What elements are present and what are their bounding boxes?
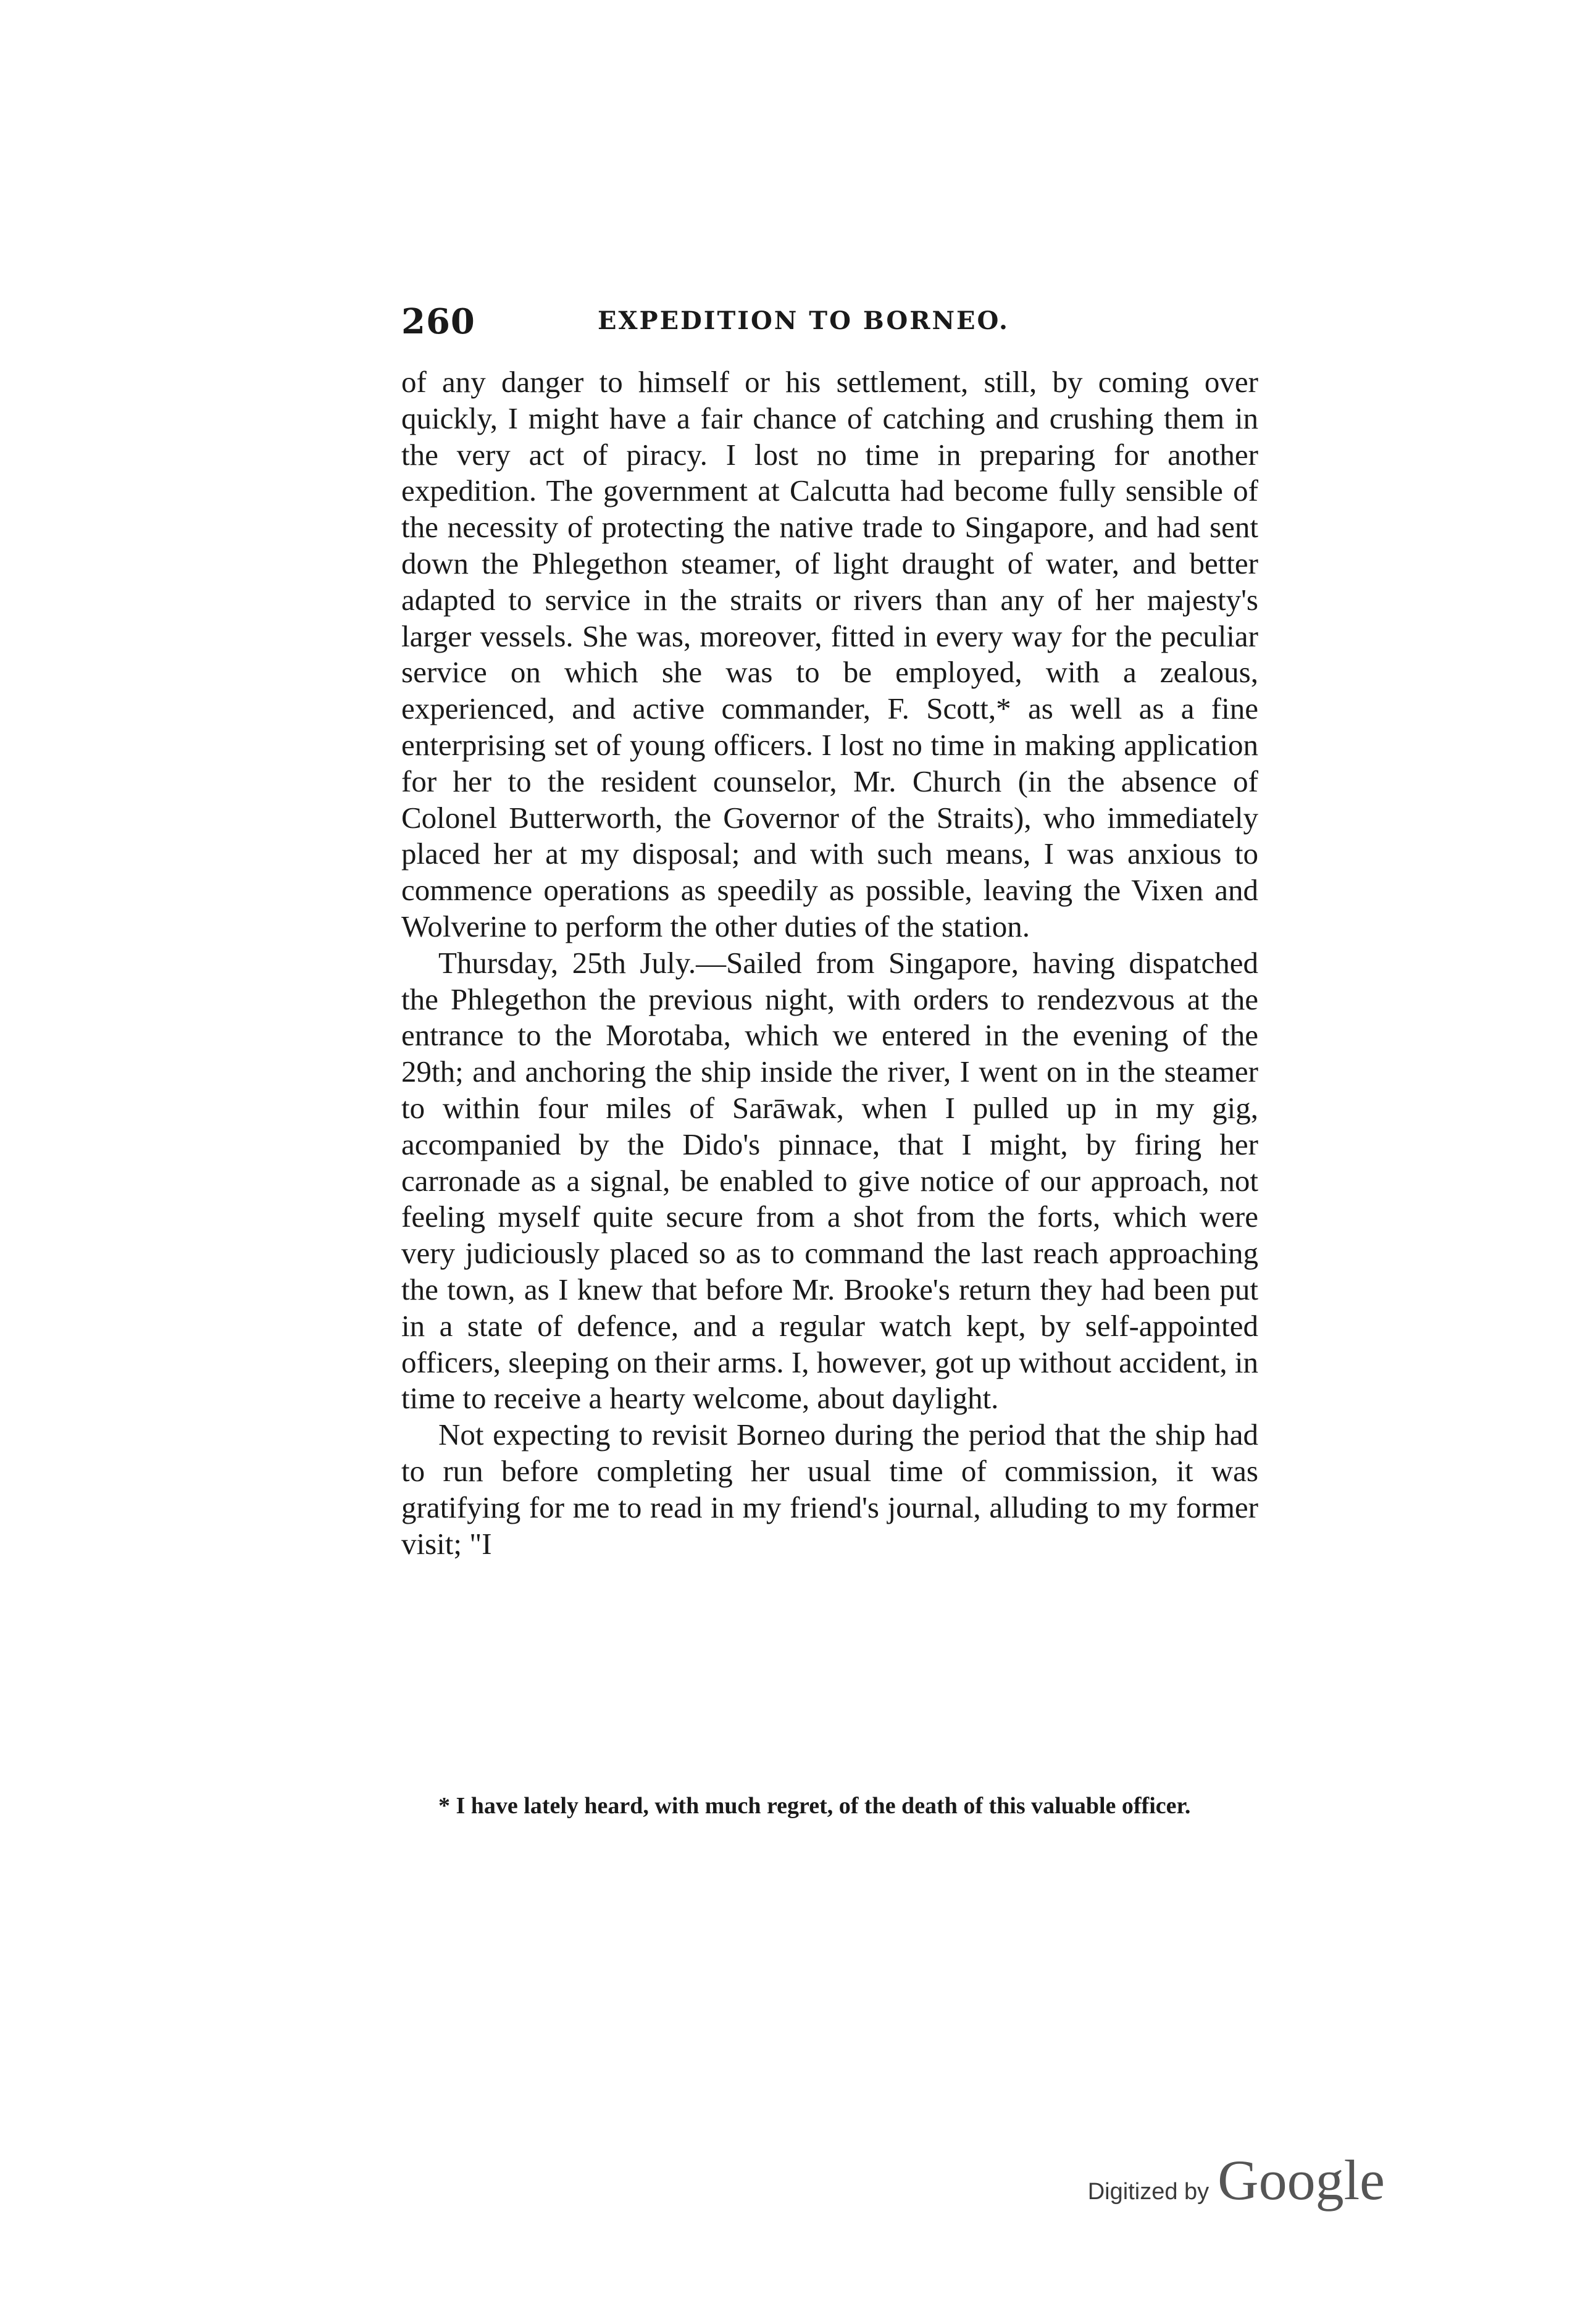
running-head: EXPEDITION TO BORNEO. (598, 306, 1009, 335)
digitized-attribution (1088, 2147, 1385, 2213)
paragraph-3: Not expecting to revisit Borneo during the period that the ship had to run before completing her usual time of commission, it was gratifying for me to read in my friend's journal, alluding to my former visit; "I (401, 1418, 1258, 1561)
page-header (401, 301, 1266, 345)
paragraph-2: Thursday, 25th July.—Sailed from Singapore, having dispatched the Phlegethon the previous night, with orders to rendezvous at the entrance to the Morotaba, which we entered in the evening of the 29th; and anchoring the ship inside the river, I went on in the steamer to within four miles of Sarāwak, when I pulled up in my gig, accompanied by the Dido's pinnace, that I might, by firing her carronade as a signal, be enabled to give notice of our approach, not feeling myself quite secure from a shot from the forts, which were very judiciously placed so as to command the last reach approaching the town, as I knew that before Mr. Brooke's return they had been put in a state of defence, and a regular watch kept, by self-appointed officers, sleeping on their arms. I, however, got up without accident, in time to receive a hearty welcome, about daylight. (401, 945, 1258, 1416)
body-text (401, 364, 1258, 1562)
footnote: * I have lately heard, with much regret, of the death of this valuable officer. (438, 1793, 1191, 1819)
attribution-prefix: Digitized by (1087, 2179, 1210, 2205)
google-logo: Google (1218, 2149, 1385, 2211)
paragraph-1: of any danger to himself or his settlement, still, by coming over quickly, I might have a fair chance of catching and crushing them in the very act of piracy. I lost no time in preparing for another expedition. The government at Calcutta had become fully sensible of the necessity of protecting the native trade to Singapore, and had sent down the Phlegethon steamer, of light draught of water, and better adapted to service in the straits or rivers than any of her majesty's larger vessels. She was, moreover, fitted in every way for the peculiar service on which she was to be employed, with a zealous, experienced, and active commander, F. Scott,* as well as a fine enterprising set of young officers. I lost no time in making application for her to the resident counselor, Mr. Church (in the absence of Colonel Butterworth, the Governor of the Straits), who immediately placed her at my disposal; and with such means, I was anxious to commence operations as speedily as possible, leaving the Vixen and Wolverine to perform the other duties of the station. (401, 365, 1258, 943)
page-number: 260 (401, 301, 475, 342)
